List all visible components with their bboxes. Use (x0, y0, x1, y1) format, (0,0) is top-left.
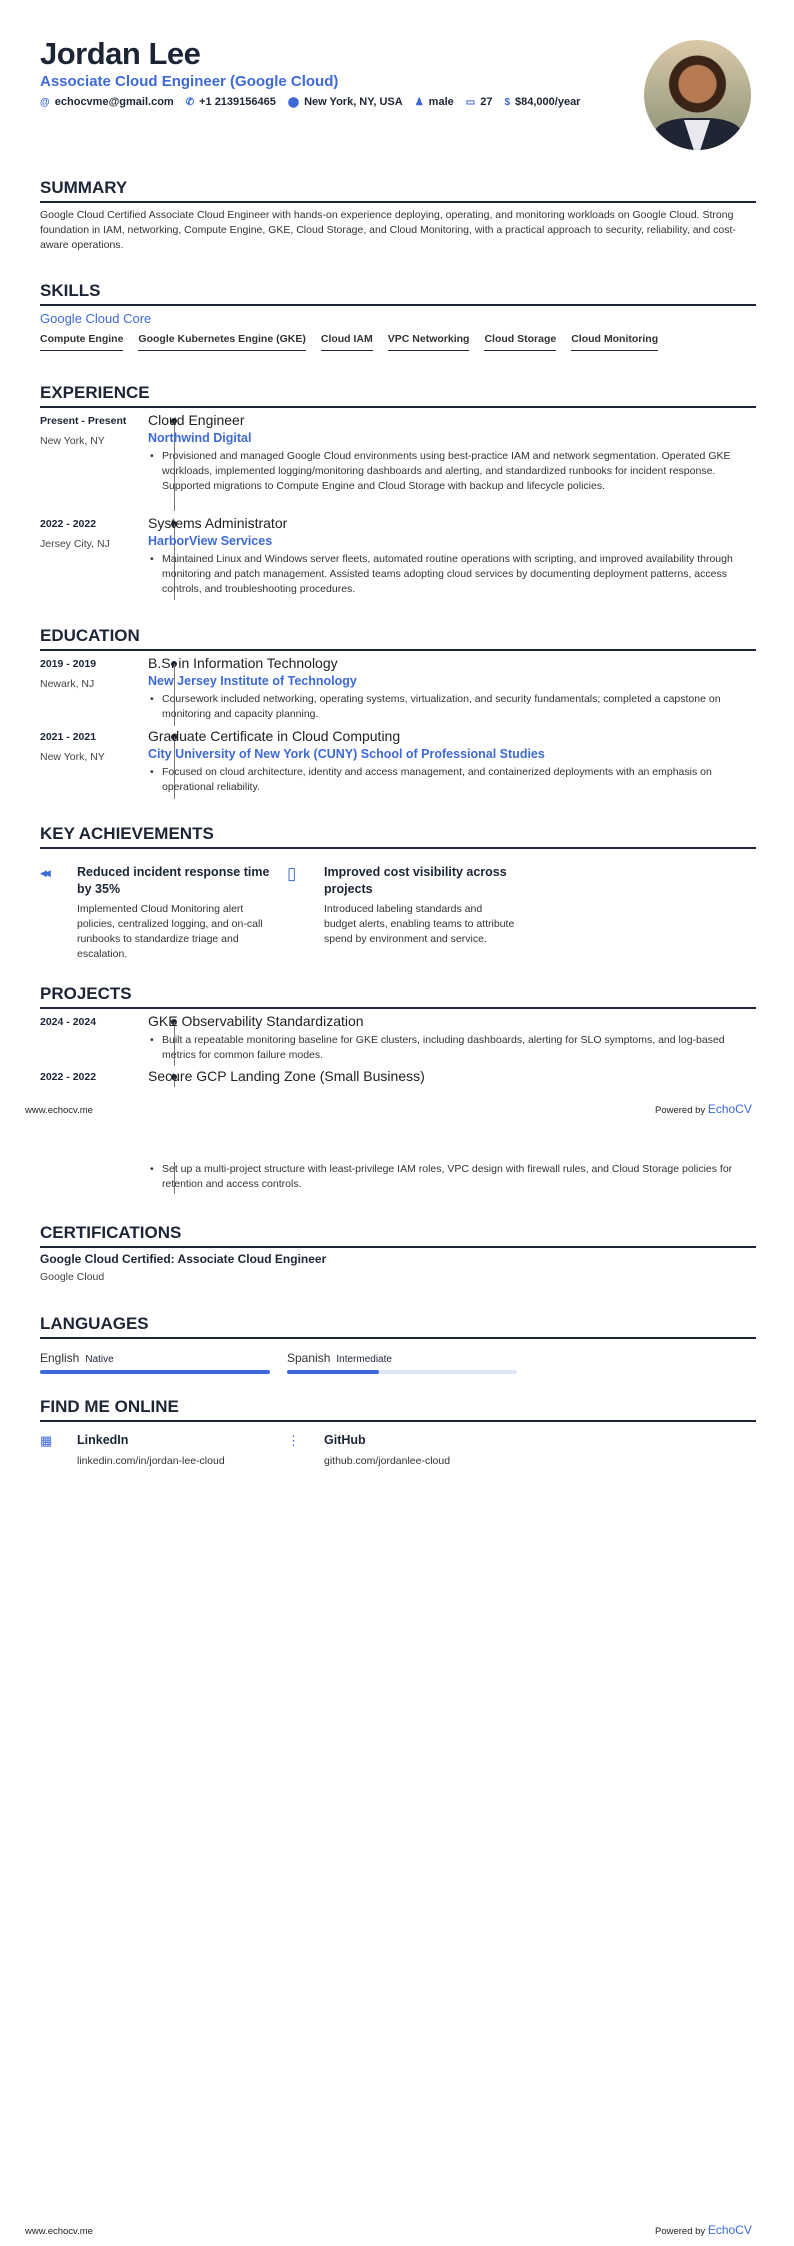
achievement-desc: Introduced labeling standards and budget alerts, enabling teams to attribute spend by environment and service. (324, 903, 515, 945)
entry-title: Graduate Certificate in Cloud Computing (148, 728, 401, 744)
language-bar-fill (40, 1370, 270, 1374)
at-icon: @ (40, 97, 50, 108)
achievement-title: Improved cost visibility across projects (324, 865, 507, 896)
entry-bullet: • Maintained Linux and Windows server fleets, automated routine operations with scripting, and improved availability through monitoring and patch management. Assisted teams adopting cloud services by documenting deployment patterns, access controls, and troubleshooting procedures. (148, 552, 748, 597)
online-name: LinkedIn (77, 1433, 129, 1447)
profile-photo (644, 40, 751, 150)
entry-title: GKE Observability Standardization (148, 1013, 364, 1029)
candidate-name: Jordan Lee (40, 36, 201, 71)
entry-bullet: • Coursework included networking, operating systems, virtualization, and security fundamentals; completed a capstone on monitoring and capacity planning. (148, 692, 748, 722)
language-bar (40, 1370, 270, 1374)
entry-date: 2022 - 2022 (40, 1071, 97, 1083)
achievements-heading: KEY ACHIEVEMENTS (40, 824, 756, 849)
skill-item: VPC Networking (388, 333, 470, 351)
entry-date: 2019 - 2019 (40, 658, 97, 670)
education-heading: EDUCATION (40, 626, 756, 651)
entry-title: Secure GCP Landing Zone (Small Business) (148, 1068, 425, 1084)
contact-text: $84,000/year (515, 96, 581, 108)
language-level: Native (85, 1354, 114, 1365)
experience-heading: EXPERIENCE (40, 383, 756, 408)
entry-org: HarborView Services (148, 534, 273, 548)
contact-age (466, 96, 493, 108)
entry-org: New Jersey Institute of Technology (148, 674, 357, 688)
entry-date: Present - Present (40, 415, 127, 427)
achievement-desc: Implemented Cloud Monitoring alert policies, centralized logging, and on-call runbooks to standardize triage and escalation. (77, 903, 263, 960)
location-pin-icon: ⬤ (287, 97, 300, 108)
skills-list (40, 333, 658, 351)
contact-row (40, 96, 580, 108)
achievement-item (287, 864, 517, 947)
skill-item: Cloud Monitoring (571, 333, 658, 351)
entry-bullet: • Set up a multi-project structure with least-privilege IAM roles, VPC design with firewall rules, and Cloud Storage policies for retention and access controls. (148, 1162, 748, 1192)
online-item-github[interactable] (287, 1433, 517, 1467)
skill-item: Cloud Storage (484, 333, 556, 351)
entry-bullet: • Built a repeatable monitoring baseline for GKE clusters, including dashboards, alerting for SLO symptoms, and log-based metrics for common failure modes. (148, 1033, 748, 1063)
contact-text: 27 (480, 96, 493, 108)
online-url[interactable]: github.com/jordanlee-cloud (324, 1455, 451, 1467)
entry-location: Jersey City, NJ (40, 538, 110, 550)
rewind-icon: ◀◀ (40, 868, 48, 878)
entry-bullet: • Focused on cloud architecture, identity and access management, and containerized deployments with an emphasis on operational reliability. (148, 765, 748, 795)
skills-heading: SKILLS (40, 281, 756, 306)
certification-issuer: Google Cloud (40, 1271, 105, 1283)
languages-heading: LANGUAGES (40, 1314, 756, 1339)
entry-date: 2024 - 2024 (40, 1016, 97, 1028)
powered-by (655, 2223, 752, 2237)
language-name: English (40, 1351, 80, 1365)
language-item (287, 1349, 517, 1374)
online-item-linkedin[interactable] (40, 1433, 270, 1467)
contact-email[interactable] (40, 96, 174, 108)
skill-item: Google Kubernetes Engine (GKE) (138, 333, 305, 351)
person-icon: ♟ (414, 97, 424, 108)
contact-text: echocvme@gmail.com (54, 96, 174, 108)
entry-bullet: • Provisioned and managed Google Cloud environments using best-practice IAM and network segmentation. Operated GKE workloads, implemented logging/monitoring dashboards and alerting, and standardized runbooks for incident response. Supported migrations to Compute Engine and Cloud Storage with backup and lifecycle policies. (148, 449, 748, 494)
entry-date: 2021 - 2021 (40, 731, 97, 743)
language-bar (287, 1370, 517, 1374)
entry-date: 2022 - 2022 (40, 518, 97, 530)
contact-text: New York, NY, USA (304, 96, 403, 108)
powered-label: Powered by (655, 2226, 706, 2237)
footer-site-link[interactable]: www.echocv.me (25, 2226, 93, 2237)
language-name: Spanish (287, 1351, 331, 1365)
entry-org: Northwind Digital (148, 431, 252, 445)
salary-icon: $ (504, 97, 511, 108)
language-level: Intermediate (336, 1354, 392, 1365)
calendar-icon: ▭ (465, 97, 476, 108)
contact-salary (504, 96, 580, 108)
certification-name: Google Cloud Certified: Associate Cloud Engineer (40, 1252, 327, 1266)
skill-item: Cloud IAM (321, 333, 373, 351)
skill-category: Google Cloud Core (40, 311, 152, 326)
summary-text: Google Cloud Certified Associate Cloud Engineer with hands-on experience deploying, operating, and monitoring workloads on Google Cloud. Strong foundation in IAM, networking, Compute Engine, GKE, Cloud Storage, and Cloud Monitoring, with a practical approach to security, reliability, and cost-aware operations. (40, 209, 736, 251)
summary-heading: SUMMARY (40, 178, 756, 203)
online-heading: FIND ME ONLINE (40, 1397, 756, 1422)
contact-gender (415, 96, 454, 108)
job-title: Associate Cloud Engineer (Google Cloud) (40, 73, 339, 90)
brand-logo: EchoCV (707, 2223, 752, 2237)
entry-location: New York, NY (40, 435, 105, 447)
powered-label: Powered by (655, 1105, 706, 1116)
mobile-phone-icon: ▯ (287, 864, 297, 883)
entry-title: B.S. in Information Technology (148, 655, 338, 671)
online-url[interactable]: linkedin.com/in/jordan-lee-cloud (77, 1455, 225, 1467)
store-icon: ▦ (40, 1433, 53, 1448)
certifications-heading: CERTIFICATIONS (40, 1223, 756, 1248)
online-name: GitHub (324, 1433, 366, 1447)
language-bar-fill (287, 1370, 379, 1374)
entry-location: New York, NY (40, 751, 105, 763)
vertical-dots-icon: ⋮ (287, 1433, 300, 1448)
footer-site-link[interactable]: www.echocv.me (25, 1105, 93, 1116)
contact-text: male (428, 96, 454, 108)
achievement-item (40, 864, 270, 962)
contact-location (288, 96, 403, 108)
entry-title: Systems Administrator (148, 515, 288, 531)
achievement-title: Reduced incident response time by 35% (77, 865, 270, 896)
contact-phone[interactable] (186, 96, 276, 108)
phone-icon: ✆ (185, 97, 195, 108)
entry-org: City University of New York (CUNY) School of Professional Studies (148, 747, 545, 761)
entry-title: Cloud Engineer (148, 412, 245, 428)
contact-text: +1 2139156465 (199, 96, 276, 108)
language-item (40, 1349, 270, 1374)
skill-item: Compute Engine (40, 333, 123, 351)
brand-logo: EchoCV (707, 1102, 752, 1116)
powered-by (655, 1102, 752, 1116)
projects-heading: PROJECTS (40, 984, 756, 1009)
entry-location: Newark, NJ (40, 678, 95, 690)
